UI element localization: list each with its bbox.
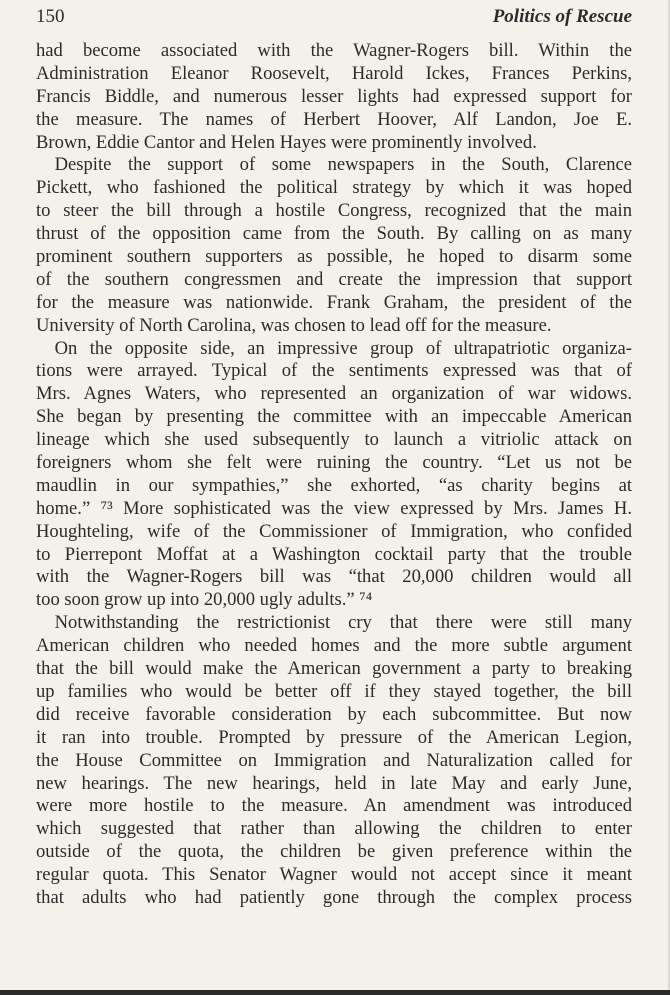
text-line: maudlin in our sympathies,” she exhorted, “as charity begins at <box>36 474 632 496</box>
text-line: up families who would be better off if they stayed together, the bill <box>36 680 632 702</box>
text-line: did receive favorable consideration by each subcommittee. But now <box>36 703 632 725</box>
text-line: Pickett, who fashioned the political strategy by which it was hoped <box>36 177 632 199</box>
text-line: Mrs. Agnes Waters, who represented an organization of war widows. <box>36 383 632 405</box>
text-line: outside of the quota, the children be given preference within the <box>36 841 632 863</box>
text-line: that adults who had patiently gone through the complex process <box>36 886 632 908</box>
text-line: it ran into trouble. Prompted by pressure of the American Legion, <box>36 726 632 748</box>
text-line: On the opposite side, an impressive group of ultrapatriotic organiza- <box>36 337 632 359</box>
text-line: foreigners whom she felt were ruining the country. “Let us not be <box>36 452 632 474</box>
text-line: the measure. The names of Herbert Hoover, Alf Landon, Joe E. <box>36 108 632 130</box>
running-head: Politics of Rescue <box>492 6 632 27</box>
body-text <box>36 40 632 910</box>
text-line: to steer the bill through a hostile Congress, recognized that the main <box>36 200 632 222</box>
text-line: regular quota. This Senator Wagner would not accept since it meant <box>36 864 632 886</box>
text-line: had become associated with the Wagner-Rogers bill. Within the <box>36 40 632 61</box>
page-number: 150 <box>36 6 65 27</box>
text-line: Despite the support of some newspapers in the South, Clarence <box>36 154 632 176</box>
text-line: Houghteling, wife of the Commissioner of Immigration, who confided <box>36 520 632 542</box>
text-line: Brown, Eddie Cantor and Helen Hayes were prominently involved. <box>36 131 537 153</box>
text-line: Administration Eleanor Roosevelt, Harold Ickes, Frances Perkins, <box>36 62 632 84</box>
text-line: for the measure was nationwide. Frank Graham, the president of the <box>36 291 632 313</box>
text-line: tions were arrayed. Typical of the sentiments expressed was that of <box>36 360 632 382</box>
scan-border <box>0 990 670 995</box>
text-line: prominent southern supporters as possible, he hoped to disarm some <box>36 246 632 268</box>
text-line: Notwithstanding the restrictionist cry that there were still many <box>36 612 632 634</box>
text-line: which suggested that rather than allowing the children to enter <box>36 818 632 840</box>
text-line: Francis Biddle, and numerous lesser lights had expressed support for <box>36 85 632 107</box>
page-header <box>36 4 632 30</box>
text-line: University of North Carolina, was chosen to lead off for the measure. <box>36 314 552 336</box>
text-line: with the Wagner-Rogers bill was “that 20,000 children would all <box>36 566 632 588</box>
text-line: to Pierrepont Moffat at a Washington cocktail party that the trouble <box>36 543 632 565</box>
text-line: of the southern congressmen and create the impression that support <box>36 268 632 290</box>
text-line: lineage which she used subsequently to launch a vitriolic attack on <box>36 429 632 451</box>
text-line: the House Committee on Immigration and Naturalization called for <box>36 749 632 771</box>
text-line: were more hostile to the measure. An amendment was introduced <box>36 795 632 817</box>
text-line: American children who needed homes and the more subtle argument <box>36 635 632 657</box>
text-line: too soon grow up into 20,000 ugly adults.” ⁷⁴ <box>36 589 373 611</box>
text-line: that the bill would make the American government a party to breaking <box>36 658 632 680</box>
text-line: new hearings. The new hearings, held in late May and early June, <box>36 772 632 794</box>
text-line: She began by presenting the committee with an impeccable American <box>36 406 632 428</box>
text-line: home.” ⁷³ More sophisticated was the view expressed by Mrs. James H. <box>36 497 632 519</box>
text-line: thrust of the opposition came from the South. By calling on as many <box>36 223 632 245</box>
